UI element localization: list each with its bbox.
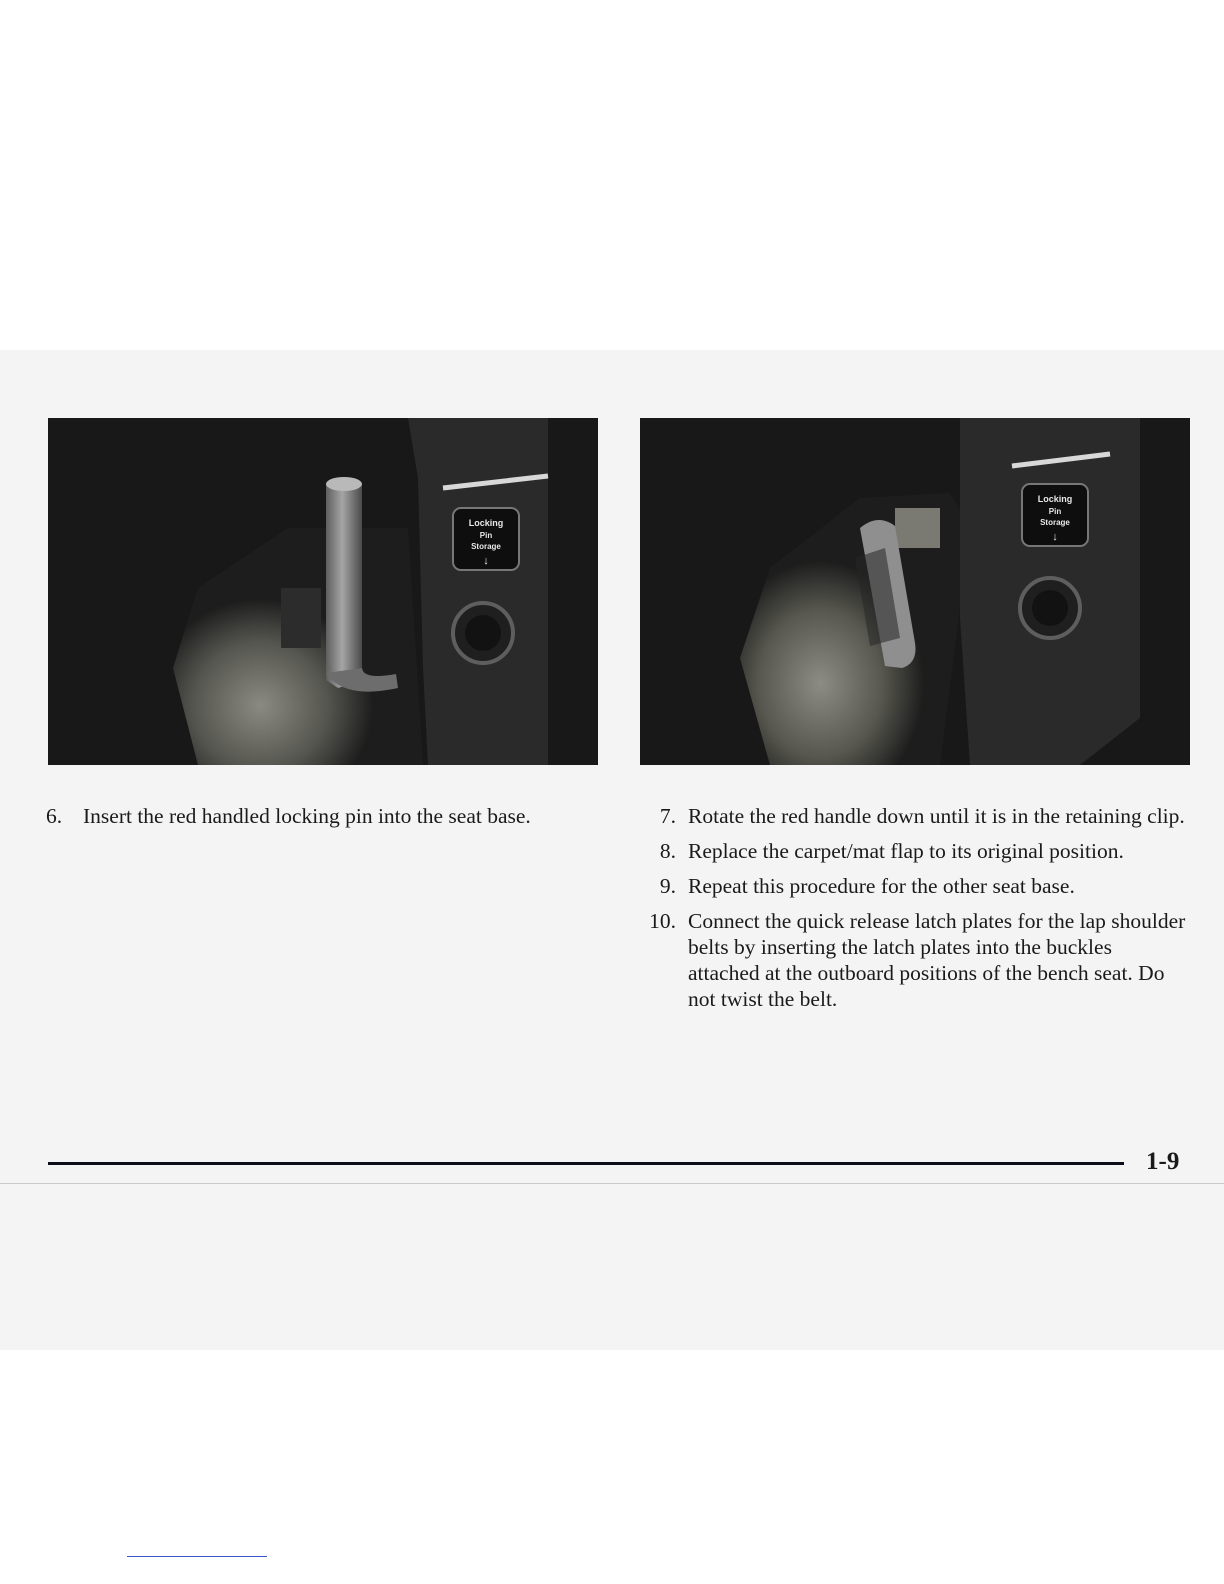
photo-locking-pin-inserted	[48, 418, 598, 765]
photo-handle-rotated-down	[640, 418, 1190, 765]
svg-text:Pin: Pin	[479, 531, 493, 540]
footer-link-underline[interactable]	[127, 1556, 267, 1557]
step-item	[646, 908, 1186, 1012]
step-item	[46, 803, 606, 829]
step-number: 6.	[46, 804, 63, 828]
step-number: 8.	[659, 839, 676, 863]
step-number: 10.	[649, 909, 676, 933]
step-text: Insert the red handled locking pin into the seat base.	[83, 804, 531, 828]
step-text: Connect the quick release latch plates for the lap shoulder belts by inserting the latch plates into the buckles attached at the outboard positions of the bench seat. Do not twist the belt.	[688, 909, 1186, 1011]
svg-text:Pin: Pin	[1048, 507, 1062, 516]
down-arrow-icon: ↓	[483, 555, 489, 567]
instruction-list-left	[46, 803, 606, 838]
svg-text:↓: ↓	[1052, 531, 1058, 543]
locking-pin-storage-label: Locking	[468, 518, 504, 528]
page-number: 1-9	[1146, 1148, 1180, 1175]
step-number: 9.	[659, 874, 676, 898]
step-item	[646, 838, 1186, 864]
svg-text:Locking: Locking	[1037, 494, 1073, 504]
step-text: Repeat this procedure for the other seat base.	[688, 874, 1075, 898]
step-text: Replace the carpet/mat flap to its original position.	[688, 839, 1124, 863]
step-text: Rotate the red handle down until it is in the retaining clip.	[688, 804, 1185, 828]
step-item	[646, 873, 1186, 899]
svg-text:Storage: Storage	[1040, 518, 1070, 527]
step-number: 7.	[659, 804, 676, 828]
instruction-list-right	[646, 803, 1186, 1021]
step-item	[646, 803, 1186, 829]
page-edge-line	[0, 1183, 1224, 1184]
svg-text:Storage: Storage	[471, 542, 501, 551]
footer-divider	[48, 1162, 1124, 1165]
